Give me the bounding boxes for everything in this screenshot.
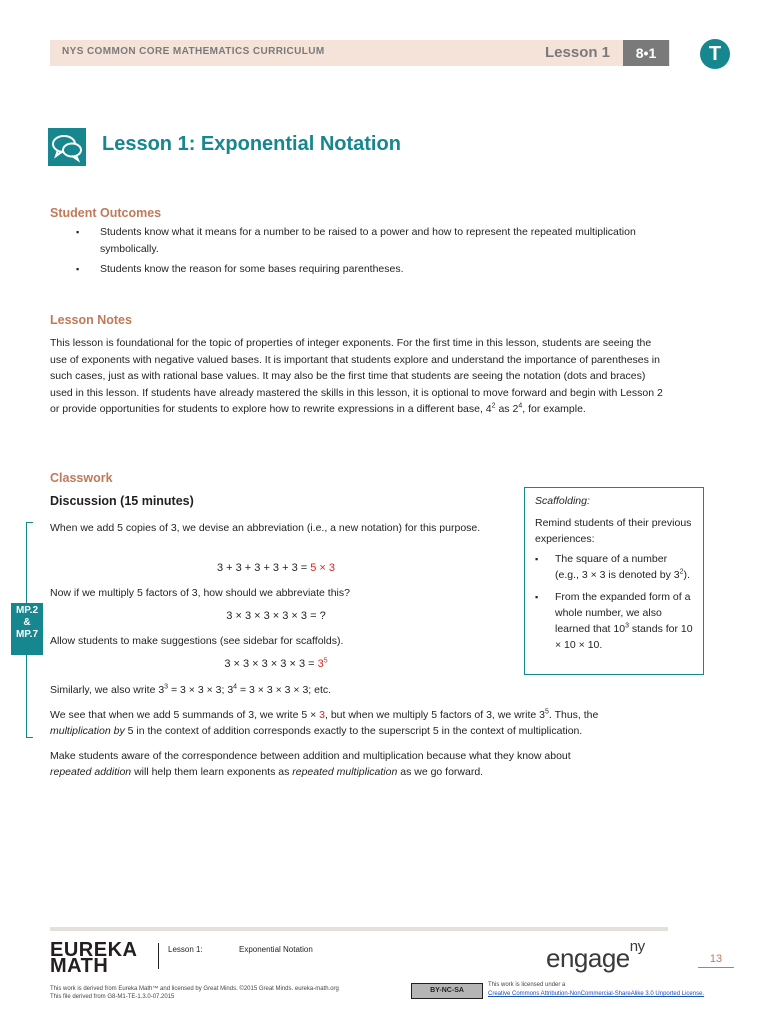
list-item: ▪ From the expanded form of a whole number, we also learned that $10^3$ stands for 10 × 10 × 10. xyxy=(535,589,693,653)
discussion-heading: Discussion (15 minutes) xyxy=(50,494,194,508)
scaffolding-sidebar xyxy=(524,487,704,675)
scaffolding-intro: Remind students of their previous experiences: xyxy=(535,517,692,545)
license-link[interactable]: Creative Commons Attribution-NonCommercial-ShareAlike 3.0 Unported License. xyxy=(488,991,705,997)
mp-tag: MP.2 & MP.7 xyxy=(11,603,43,655)
license-text: This work is licensed under a xyxy=(488,982,566,988)
discussion-p5: We see that when we add 5 summands of 3, we write 5 × 3, but when we multiply 5 factors of 3, we write $3^5$. Thus, the multiplication by 5 in the context of addition corresponds exactly to the superscript 5 in the context of multiplication. xyxy=(50,708,599,737)
footer-divider xyxy=(50,927,668,931)
equation-exponent: $3 \times 3 \times 3 \times 3 \times 3 = 3^5$ xyxy=(224,657,328,670)
header-lesson-label: Lesson 1 xyxy=(545,44,611,61)
discussion-p3: Allow students to make suggestions (see sidebar for scaffolds). xyxy=(50,635,344,647)
list-item: ▪ Students know the reason for some bases requiring parentheses. xyxy=(76,261,646,278)
equation-question: 3 × 3 × 3 × 3 × 3 = ? xyxy=(226,610,326,622)
footer-lesson-title: Exponential Notation xyxy=(239,945,313,954)
discussion-p1: When we add 5 copies of 3, we devise an abbreviation (i.e., a new notation) for this purpose. xyxy=(50,522,481,534)
page-title: Lesson 1: Exponential Notation xyxy=(102,133,401,155)
curriculum-label: NYS COMMON CORE MATHEMATICS CURRICULUM xyxy=(62,46,325,57)
engageny-logo: engage$^{ny}$ xyxy=(546,938,645,973)
notes-heading: Lesson Notes xyxy=(50,313,132,327)
outcomes-heading: Student Outcomes xyxy=(50,206,162,220)
scaffolding-list xyxy=(535,551,693,653)
speech-bubbles-icon xyxy=(48,128,86,166)
page-number: 13 xyxy=(698,953,734,968)
footer-legal-text: This work is derived from Eureka Math™ and licensed by Great Minds. ©2015 Great Minds. eureka-math.org xyxy=(50,986,339,992)
classwork-heading: Classwork xyxy=(50,471,113,485)
scaffolding-title: Scaffolding: xyxy=(535,495,590,507)
creative-commons-badge: BY-NC-SA xyxy=(411,983,483,999)
footer-separator xyxy=(158,943,159,969)
discussion-p6: Make students aware of the correspondence between addition and multiplication because what they know about repeated addition will help them learn exponents as repeated multiplication as we go forward. xyxy=(50,750,571,778)
discussion-p2: Now if we multiply 5 factors of 3, how should we abbreviate this? xyxy=(50,587,350,599)
eureka-math-logo: EUREKA MATH xyxy=(50,939,138,977)
list-item: ▪ Students know what it means for a number to be raised to a power and how to represent the repeated multiplication symbolically. xyxy=(76,224,646,257)
list-item: ▪ The square of a number (e.g., 3 × 3 is denoted by $3^2$). xyxy=(535,551,693,583)
equation-addition: 3 + 3 + 3 + 3 + 3 = 5 × 3 xyxy=(216,562,336,574)
outcomes-list xyxy=(76,224,646,282)
notes-paragraph: This lesson is foundational for the topic of properties of integer exponents. For the first time in this lesson, students are seeing the use of exponents with negative valued bases. It is important that students explore and understand the importance of parentheses in such cases, just as with rational base values. It may also be the first time that students are seeing the notation (dots and braces) used in this lesson. If students have already mastered the skills in this lesson, it is optional to move forward and begin with Lesson 2 or provide opportunities for students to explore how to rewrite expressions in a different base, $4^2$ as $2^4$, for example. xyxy=(50,337,663,415)
teacher-badge: T xyxy=(700,39,730,69)
module-code-badge: 8•1 xyxy=(623,40,669,66)
discussion-p4: Similarly, we also write $3^3 = 3 \times 3 \times 3$; $3^4 = 3 \times 3 \times 3 \times 3$; etc. xyxy=(50,683,332,696)
footer-file-text: This file derived from G8-M1-TE-1.3.0-07.2015 xyxy=(50,994,175,1000)
footer-lesson-label: Lesson 1: xyxy=(168,945,203,954)
